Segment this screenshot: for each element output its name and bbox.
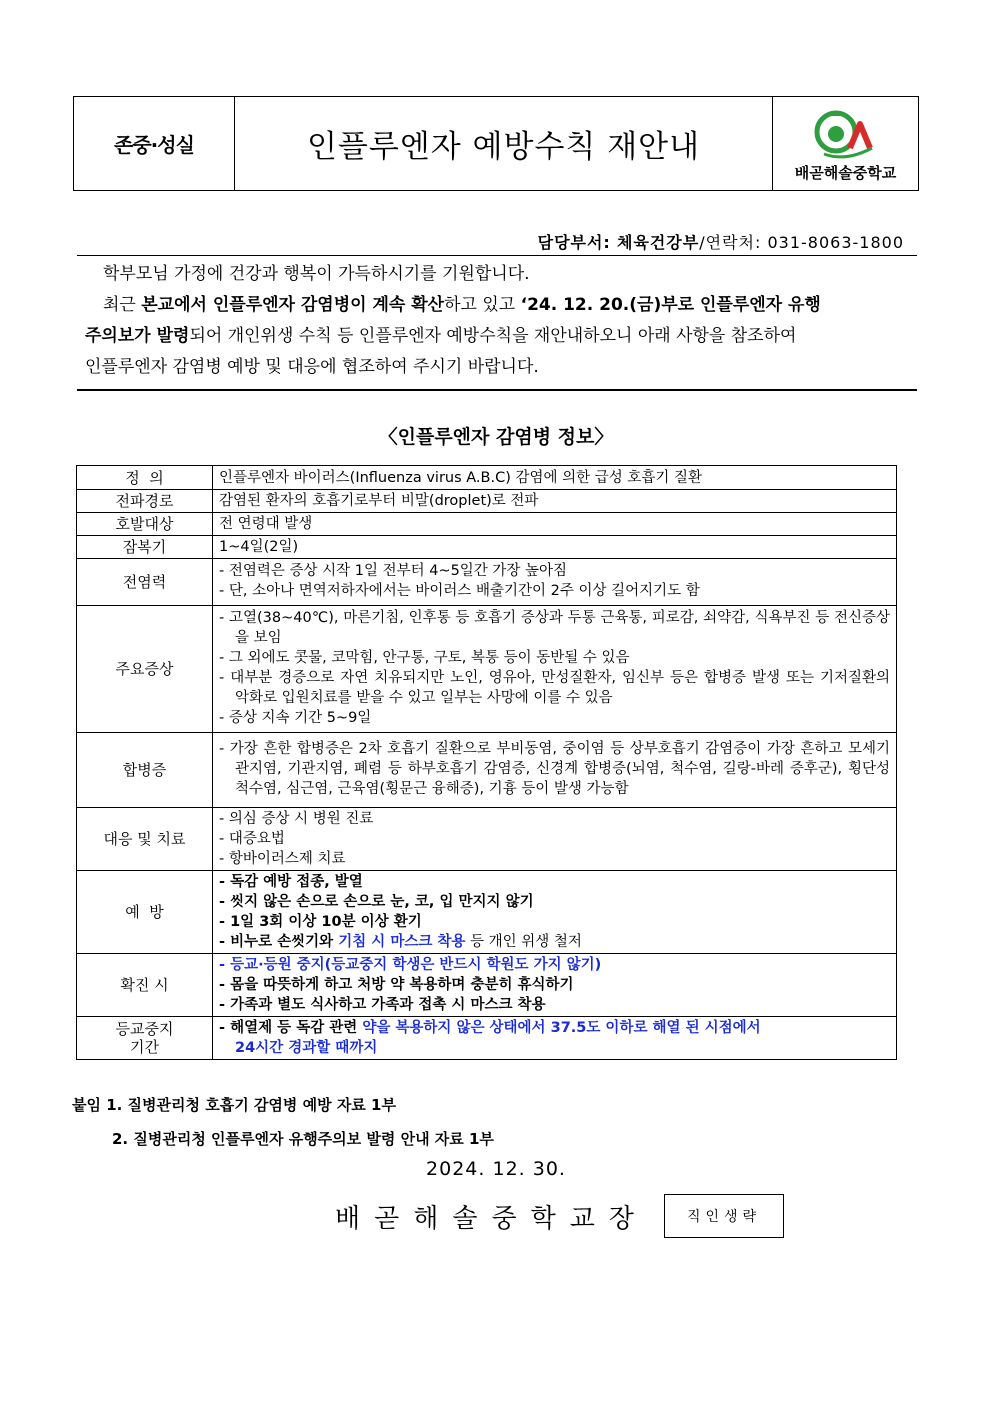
intro-text: 되어 개인위생 수칙 등 인플루엔자 예방수칙을 재안내하오니 아래 사항을 참조하여 [189,326,797,346]
contact-line [538,230,904,253]
list-item: - 그 외에도 콧물, 코막힘, 안구통, 구토, 복통 등이 동반될 수 있음 [219,650,630,666]
table-row [77,559,897,606]
list-item: 24시간 경과할 때까지 [235,1040,378,1056]
row-value [213,954,897,1017]
row-label: 전파경로 [77,490,213,513]
intro-line-2 [77,290,917,321]
list-text: - 해열제 등 독감 관련 [219,1020,363,1036]
list-item: - 전염력은 증상 시작 1일 전부터 4~5일간 가장 높아짐 [219,563,568,579]
row-label: 주요증상 [77,606,213,733]
row-label-line: 등교중지 [115,1020,174,1038]
phone-label: 연락처: [705,233,762,252]
influenza-info-table [76,465,897,1060]
list-text: 등 개인 위생 철저 [465,934,582,950]
school-logo [772,97,918,190]
list-item: - 씻지 않은 손으로 손으로 눈, 코, 입 만지지 않기 [219,894,534,910]
list-item: - 항바이러스제 치료 [219,851,346,867]
table-row [77,536,897,559]
intro-text: 하고 있고 [444,295,521,315]
row-value [213,559,897,606]
row-label: 예 방 [77,871,213,954]
row-value [213,808,897,871]
school-emblem-icon [814,104,878,160]
dept-label: 담당부서: [537,233,611,252]
list-item: - 증상 지속 기간 5~9일 [219,710,372,726]
contact-separator: / [699,233,706,252]
document-title: 인플루엔자 예방수칙 재안내 [306,129,701,165]
row-label: 정 의 [77,466,213,490]
intro-emphasis: ‘24. 12. 20.(금)부로 인플루엔자 유행 [520,295,821,315]
intro-line-4: 인플루엔자 감염병 예방 및 대응에 협조하여 주시기 바랍니다. [85,357,539,377]
school-motto: 존중·성실 [74,97,235,190]
list-item: - 가장 흔한 합병증은 2차 호흡기 질환으로 부비동염, 중이염 등 상부호흡기 감염증이 가장 흔하고 모세기관지염, 기관지염, 폐렴 등 하부호흡기 감염증, 신경계 합병증(뇌염, 척수염, 길랑-바레 증후군), 횡단성 척수염, 심근염, 근육염(횡문근 융해증), 기흉 등이 발생 가능함 [219,741,890,797]
list-item: - 대부분 경증으로 자연 치유되지만 노인, 영유아, 만성질환자, 임신부 등은 합병증 발생 또는 기저질환의 악화로 입원치료를 받을 수 있고 일부는 사망에 이를 수 있음 [219,670,890,706]
table-row [77,513,897,536]
seal-box: 직인생략 [664,1194,784,1238]
table-row [77,466,897,490]
attachment-item: 붙임 1. 질병관리청 호흡기 감염병 예방 자료 1부 [72,1096,396,1114]
list-item: - 대증요법 [219,831,285,847]
list-emphasis: 약을 복용하지 않은 상태에서 37.5도 이하로 해열 된 시점에서 [362,1020,761,1036]
list-text: - 비누로 손씻기와 [219,934,339,950]
phone-number: 031-8063-1800 [767,233,904,252]
row-label: 호발대상 [77,513,213,536]
list-item: - 단, 소아나 면역저하자에서는 바이러스 배출기간이 2주 이상 길어지기도 함 [219,583,700,599]
row-value [213,1017,897,1060]
list-item [219,1018,890,1038]
intro-emphasis: 주의보가 발령 [85,326,190,346]
row-label: 전염력 [77,559,213,606]
list-item: - 가족과 별도 식사하고 가족과 접촉 시 마스크 착용 [219,997,546,1013]
row-label: 합병증 [77,733,213,808]
row-value [213,606,897,733]
table-row [77,954,897,1017]
intro-text: 최근 [103,295,142,315]
row-value: 전 연령대 발생 [213,513,897,536]
list-item: - 1일 3회 이상 10분 이상 환기 [219,914,422,930]
table-row [77,1017,897,1060]
row-label [77,1017,213,1060]
row-value: 1~4일(2일) [213,536,897,559]
row-value: 인플루엔자 바이러스(Influenza virus A.B.C) 감염에 의한 급성 호흡기 질환 [213,466,897,490]
dept-name: 체육건강부 [616,233,700,252]
list-item [219,932,890,952]
list-item: - 의심 증상 시 병원 진료 [219,811,374,827]
table-row [77,606,897,733]
logo-school-name: 배곧해솔중학교 [794,164,897,182]
intro-emphasis: 본교에서 인플루엔자 감염병이 계속 확산 [141,295,445,315]
row-label: 잠복기 [77,536,213,559]
list-emphasis: 기침 시 마스크 착용 [338,934,466,950]
list-item: - 독감 예방 접종, 발열 [219,874,363,890]
table-row [77,733,897,808]
table-row [77,871,897,954]
document-header [73,96,919,191]
principal-signature: 배곧해솔중학교장 [335,1204,648,1234]
list-item: - 몸을 따뜻하게 하고 처방 약 복용하며 충분히 휴식하기 [219,977,574,993]
table-row [77,808,897,871]
list-item: - 고열(38~40℃), 마른기침, 인후통 등 호흡기 증상과 두통 근육통, 피로감, 쇠약감, 식욕부진 등 전신증상을 보임 [219,610,890,646]
document-date: 2024. 12. 30. [426,1158,566,1180]
list-item: - 등교·등원 중지(등교중지 학생은 반드시 학원도 가지 않기) [219,957,602,973]
row-label: 확진 시 [77,954,213,1017]
intro-line-3 [77,321,917,352]
row-value [213,733,897,808]
intro-paragraph [77,255,917,391]
attachments [72,1088,494,1156]
row-label-line: 기간 [130,1038,159,1056]
section-title: 〈인플루엔자 감염병 정보〉 [378,426,614,448]
row-value [213,871,897,954]
greeting: 학부모님 가정에 건강과 행복이 가득하시기를 기원합니다. [103,264,530,284]
table-row [77,490,897,513]
attachment-item: 2. 질병관리청 인플루엔자 유행주의보 발령 안내 자료 1부 [112,1130,494,1148]
row-value: 감염된 환자의 호흡기로부터 비말(droplet)로 전파 [213,490,897,513]
row-label: 대응 및 치료 [77,808,213,871]
